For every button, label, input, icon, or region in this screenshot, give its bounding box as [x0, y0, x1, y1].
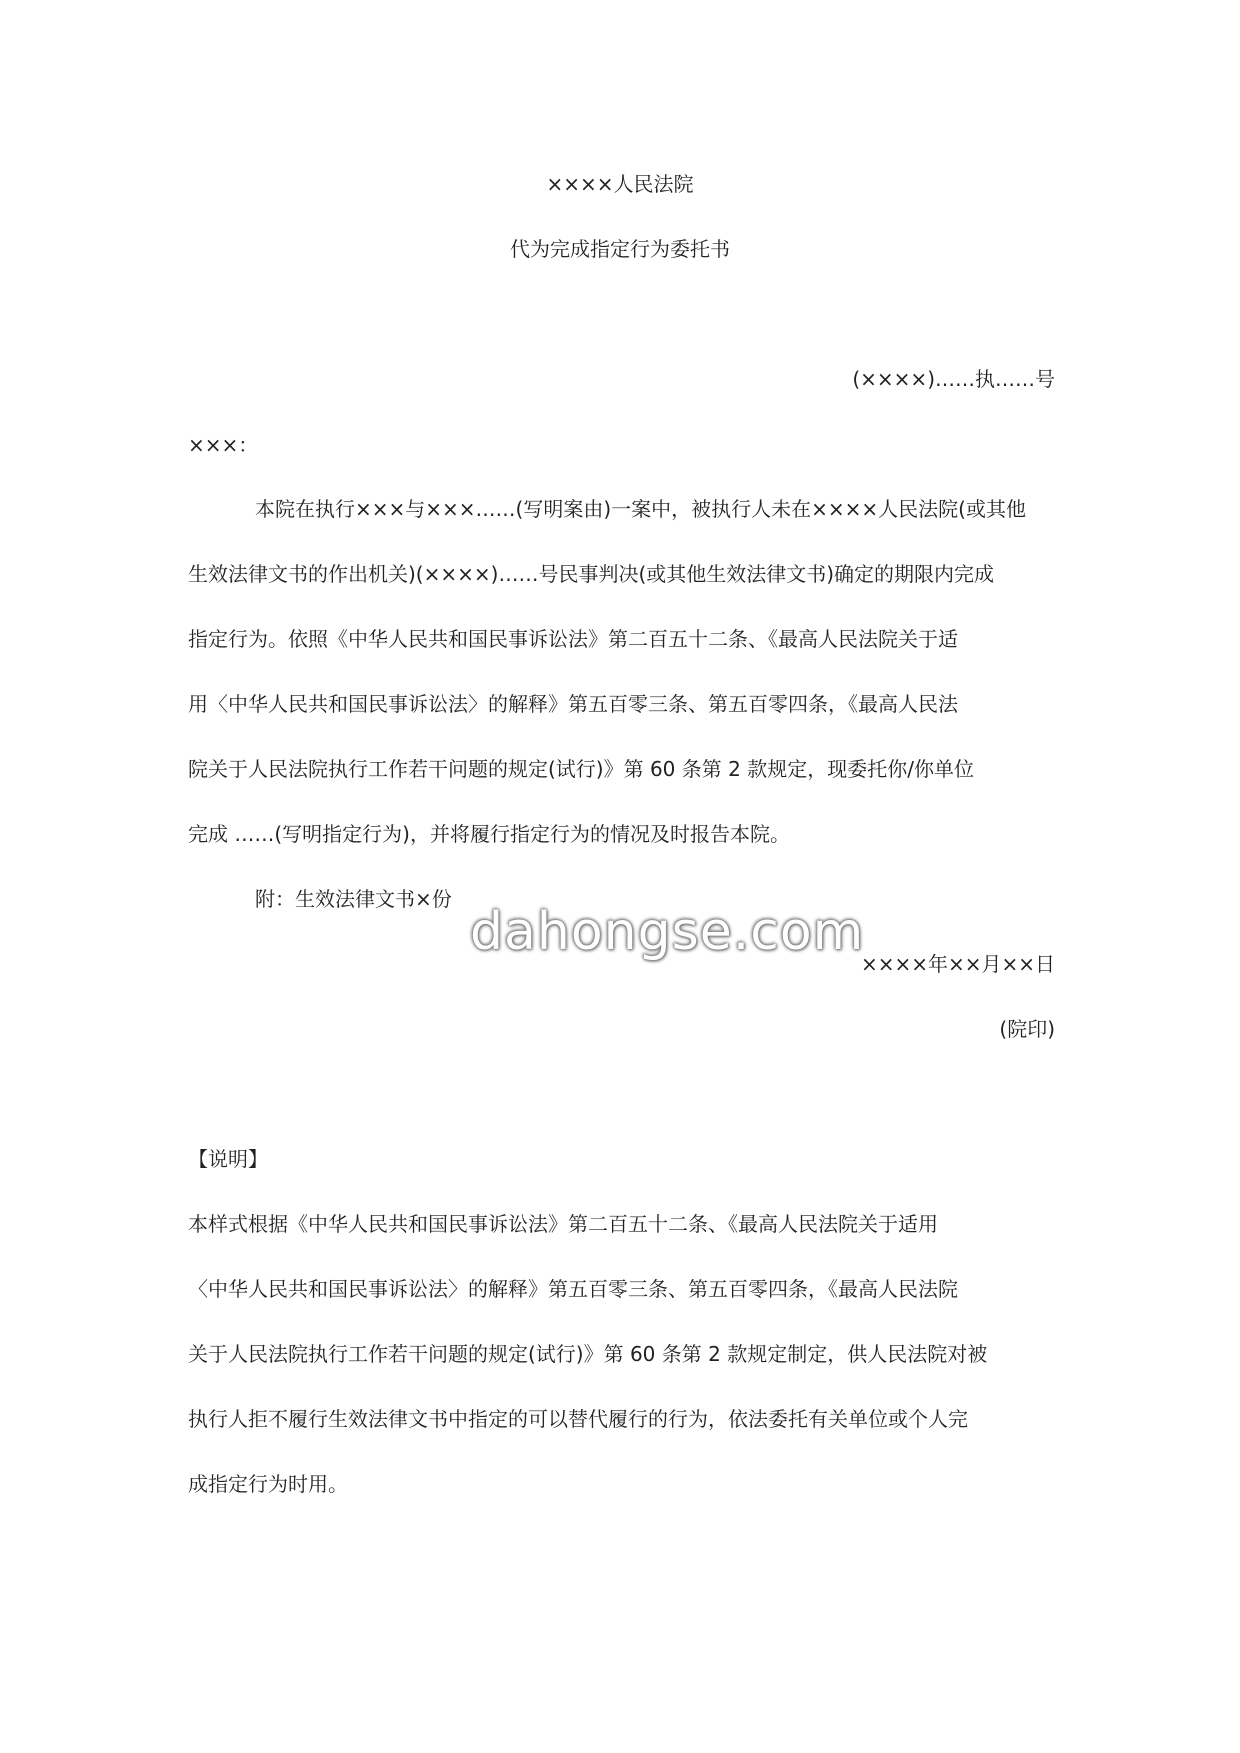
addressee: ×××： [188, 433, 259, 457]
note-line: 〈中华人民共和国民事诉讼法〉的解释》第五百零三条、第五百零四条，《最高人民法院 [188, 1277, 958, 1301]
case-number: (××××)……执……号 [852, 367, 1055, 391]
document-title: 代为完成指定行为委托书 [510, 237, 730, 261]
body-line: 指定行为。依照《中华人民共和国民事诉讼法》第二百五十二条、《最高人民法院关于适 [188, 627, 958, 651]
body-line: 本院在执行×××与×××……(写明案由)一案中，被执行人未在××××人民法院(或其他 [255, 497, 1026, 521]
note-line: 关于人民法院执行工作若干问题的规定(试行)》第 60 条第 2 款规定制定，供人民法院对被 [188, 1342, 988, 1366]
body-line: 用〈中华人民共和国民事诉讼法〉的解释》第五百零三条、第五百零四条，《最高人民法 [188, 692, 958, 716]
body-line: 生效法律文书的作出机关)(××××)……号民事判决(或其他生效法律文书)确定的期限内完成 [188, 562, 995, 586]
body-line: 完成 ……(写明指定行为)，并将履行指定行为的情况及时报告本院。 [188, 822, 790, 846]
note-line: 本样式根据《中华人民共和国民事诉讼法》第二百五十二条、《最高人民法院关于适用 [188, 1212, 938, 1236]
note-line: 成指定行为时用。 [188, 1472, 348, 1496]
site-watermark: dahongse.com [470, 902, 865, 962]
court-name: ××××人民法院 [546, 172, 694, 196]
note-heading: 【说明】 [188, 1147, 268, 1171]
issue-date: ××××年××月××日 [860, 952, 1055, 976]
body-line: 院关于人民法院执行工作若干问题的规定(试行)》第 60 条第 2 款规定，现委托你/你单位 [188, 757, 974, 781]
note-line: 执行人拒不履行生效法律文书中指定的可以替代履行的行为，依法委托有关单位或个人完 [188, 1407, 968, 1431]
attachment-note: 附：生效法律文书×份 [255, 887, 452, 911]
court-seal: (院印) [999, 1017, 1055, 1041]
